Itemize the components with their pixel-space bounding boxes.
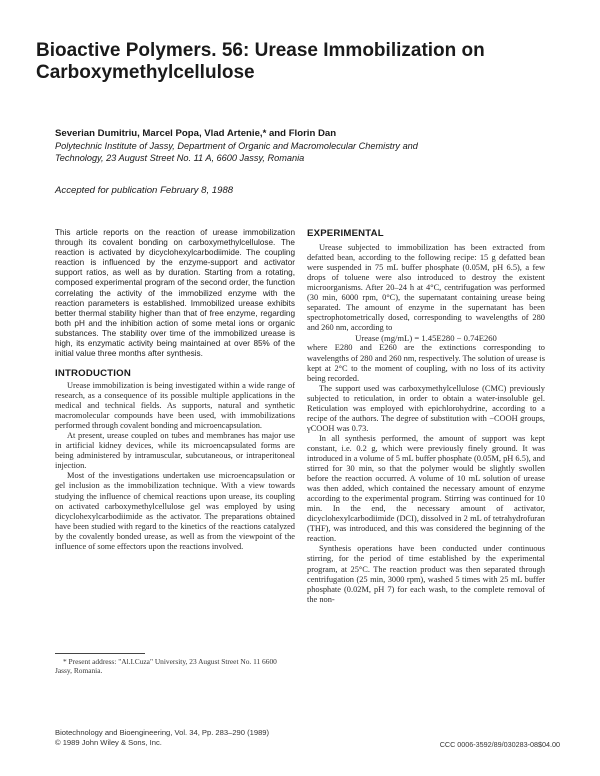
- introduction-body: [55, 381, 295, 552]
- introduction-heading: INTRODUCTION: [55, 368, 131, 379]
- copyright-line: © 1989 John Wiley & Sons, Inc.: [55, 737, 162, 747]
- intro-paragraph: At present, urease coupled on tubes and membranes has major use in artificial kidney devices, while its microencapsulated forms are being administered by intramuscular, subcutaneous, or intraperitoneal injection.: [55, 431, 295, 471]
- urease-equation: Urease (mg/mL) = 1.45E280 − 0.74E260: [355, 333, 497, 344]
- abstract: This article reports on the reaction of urease immobilization through its covalent bonding on carboxymethylcellulose. The reaction is activated by dicyclohexylcarbodiimide. The coupling reaction is influenced by the enzyme-support and activator support ratios, as well as by duration. Starting from a rotating, composed experimental program of the second order, the function correlating the activity of the immobilized enzyme with the reaction parameters is established. Immobilized urease exhibits better thermal stability higher than that of free enzyme, regarding both pH and the inhibition action of some metal ions or organic substances. The stability over time of the immobilized urease is high, its enzymatic activity being maintained at over 85% of the initial value three months after synthesis.: [55, 228, 295, 359]
- article-title: Bioactive Polymers. 56: Urease Immobilization on Carboxymethylcellulose: [36, 40, 485, 83]
- accepted-date: Accepted for publication February 8, 1988: [55, 185, 234, 196]
- experimental-paragraph: where E280 and E260 are the extinctions corresponding to wavelengths of 280 and 260 nm, respectively. The solution of urease is kept at 2°C to the moment of coupling, with no loss of its activity being recorded.: [307, 343, 545, 383]
- experimental-heading: EXPERIMENTAL: [307, 228, 384, 239]
- journal-citation: Biotechnology and Bioengineering, Vol. 34, Pp. 283–290 (1989): [55, 728, 270, 737]
- journal-footer: [55, 728, 305, 747]
- experimental-body: [307, 243, 545, 605]
- intro-paragraph: Most of the investigations undertaken use microencapsulation or gel inclusion as the immobilization technique. With a view towards studying the influence of chemical reactions upon urease, its coupling on activated carboxymethylcellulose gel was employed by using dicyclohexylcarbodiimide as the activator. The preparations obtained have been studied with regard to the kinetics of the reactions catalyzed by the covalently bonded urease, as well as from the viewpoint of the influence of some effectors upon the reactions involved.: [55, 471, 295, 551]
- author-list: Severian Dumitriu, Marcel Popa, Vlad Artenie,* and Florin Dan: [55, 128, 337, 139]
- ccc-code: CCC 0006-3592/89/030283-08$04.00: [439, 740, 560, 749]
- intro-paragraph: Urease immobilization is being investigated within a wide range of research, as a consequence of its possible multiple applications in the medical and technical fields. As supports, natural and synthetic macromolecular compounds have been used, with immobilizations performed through covalent bonding and microencapsulation.: [55, 381, 295, 431]
- experimental-paragraph: Urease subjected to immobilization has been extracted from defatted bean, according to the following recipe: 15 g defatted bean were suspended in 75 mL buffer phosphate (0.05M, pH 6.5), a few drops of toluene were also introduced to destroy the existent microorganisms. After 20–24 h at 4°C, centrifugation was performed (30 min, 6000 rpm, 0°C), the supernatant containing urease being separated. The amount of enzyme in the supernatant has been spectrophotometrically dosed, corresponding to wavelengths of 280 and 260 nm, according to: [307, 243, 545, 333]
- footnote-divider: [55, 653, 145, 654]
- footnote: * Present address: "Al.I.Cuza" University, 23 August Street No. 11 6600 Jassy, Romania.: [55, 657, 277, 675]
- experimental-paragraph: Synthesis operations have been conducted under continuous stirring, for the period of time established by the experimental program, at 25°C. The reaction product was then separated through centrifugation (25 min, 3000 rpm), washed 5 times with 25 mL buffer phosphate (0.02M, pH 7) for each wash, to the complete removal of the non-: [307, 544, 545, 604]
- experimental-paragraph: In all synthesis performed, the amount of support was kept constant, i.e. 0.2 g, which were previously finely ground. It was introduced in a volume of 5 mL buffer phosphate (0.05M, pH 6.5), and stirred for 30 min, so that the polymer would be slightly swollen before the reaction occurred. A volume of 10 mL solution of urease was then added, which contained the necessary amount of enzyme according to the experimental program. Stirring was continued for 10 min. In the end, the necessary amount of activator, dicyclohexylcarbodiimide (DCI), dissolved in 2 mL of tetrahydrofuran (THF), was introduced, and this was considered the beginning of the reaction.: [307, 433, 545, 544]
- experimental-paragraph: The support used was carboxymethylcellulose (CMC) previously subjected to reticulation, in order to obtain a water-insoluble gel. Reticulation was employed with epichlorohydrine, according to a recipe of the authors. The degree of substitution with −COOH groups, γCOOH was 0.73.: [307, 383, 545, 433]
- author-affiliation: Polytechnic Institute of Jassy, Department of Organic and Macromolecular Chemistry and Technology, 23 August Street No. 11 A, 6600 Jassy, Romania: [55, 141, 418, 163]
